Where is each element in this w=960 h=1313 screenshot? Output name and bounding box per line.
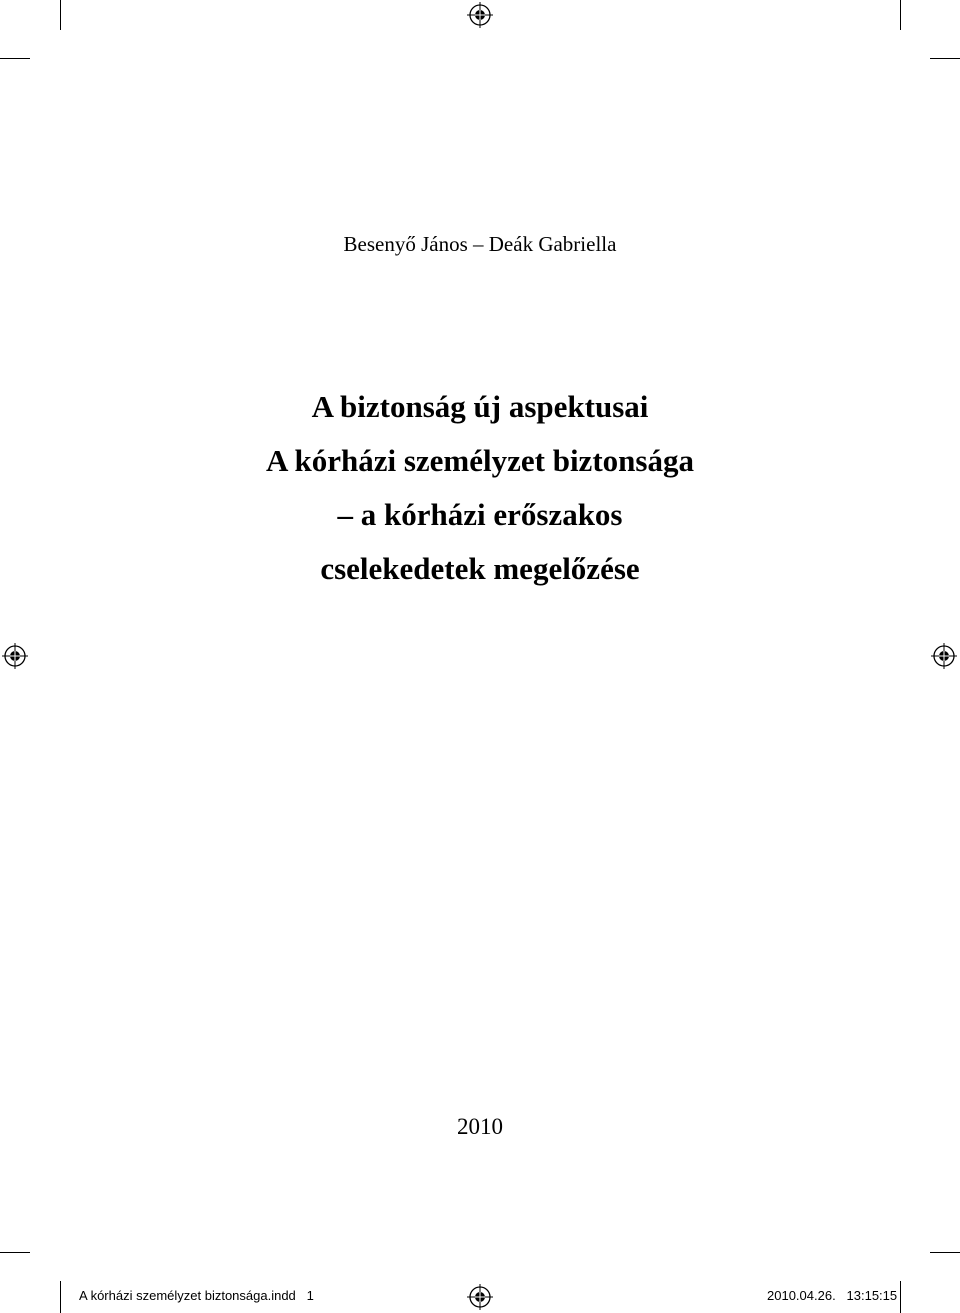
crop-mark-right-top — [930, 58, 960, 59]
crop-mark-right-bottom — [930, 1252, 960, 1253]
title-line: A kórházi személyzet biztonsága — [266, 443, 694, 478]
title-line: cselekedetek megelőzése — [320, 551, 640, 586]
book-title — [0, 380, 960, 596]
title-line: A biztonság új aspektusai — [311, 389, 649, 424]
slug-timestamp: 2010.04.26. 13:15:15 — [767, 1288, 898, 1303]
crop-mark-left-top — [0, 58, 30, 59]
publication-year: 2010 — [457, 1114, 503, 1139]
crop-mark-top-left — [60, 0, 61, 30]
registration-target-icon — [467, 2, 493, 28]
registration-target-icon — [2, 643, 28, 669]
crop-mark-left-bottom — [0, 1252, 30, 1253]
crop-mark-bottom-left — [60, 1281, 61, 1313]
authors-line: Besenyő János – Deák Gabriella — [343, 232, 617, 256]
crop-mark-top-right — [900, 0, 901, 30]
registration-target-icon — [467, 1284, 493, 1310]
slug-filename: A kórházi személyzet biztonsága.indd 1 — [79, 1288, 314, 1303]
registration-target-icon — [931, 643, 957, 669]
crop-mark-bottom-right — [900, 1281, 901, 1313]
title-line: – a kórházi erőszakos — [337, 497, 623, 532]
